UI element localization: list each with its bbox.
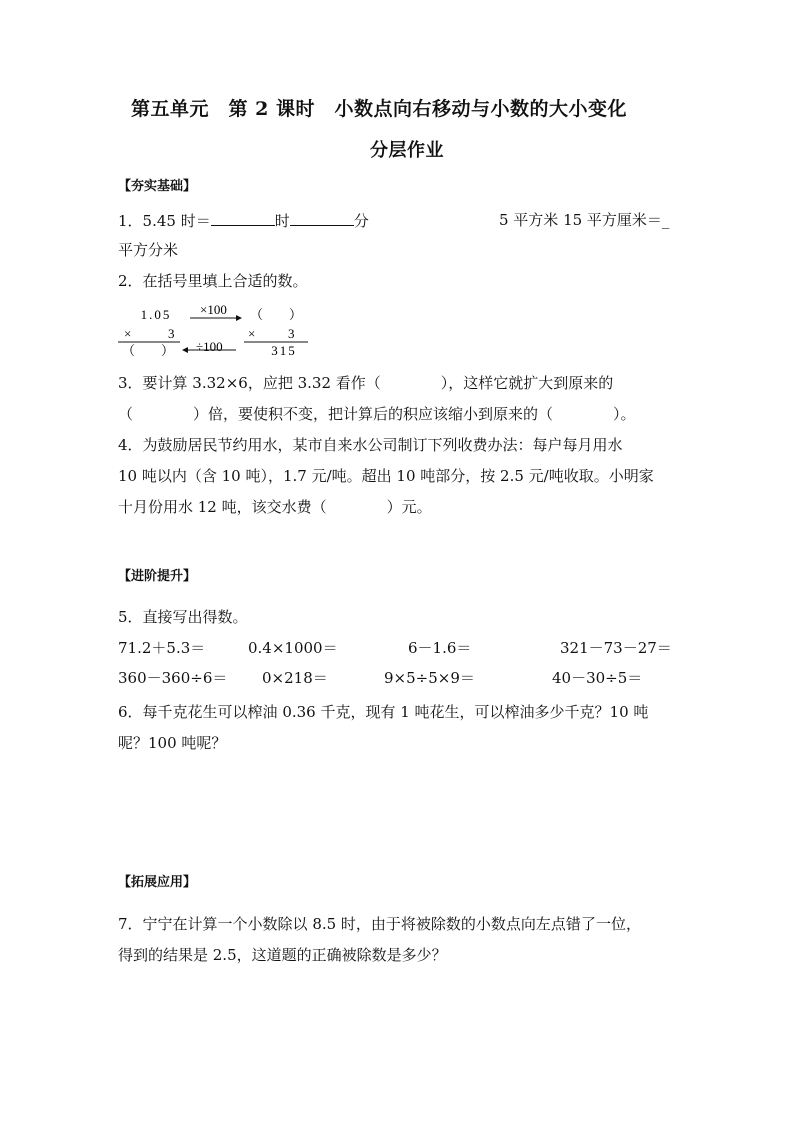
arrow-left-head [182,347,188,353]
question-1-part2: 5 平方米 15 平方厘米＝_ [499,211,670,229]
question-1-part2-unit: 平方分米 [118,241,179,259]
calc-item: 0×218＝ [262,669,328,687]
left-product-blank[interactable]: （ ） [122,343,175,358]
question-4-line-1: 4．为鼓励居民节约用水，某市自来水公司制订下列收费办法：每户每月用水 [118,436,623,454]
question-4-line-3: 十月份用水 12 吨，该交水费（ ）元。 [118,498,432,516]
question-3-line-1: 3．要计算 3.32×6，应把 3.32 看作（ ），这样它就扩大到原来的 [118,374,614,392]
right-times-sign: × [248,326,256,341]
page-subtitle: 分层作业 [370,140,444,161]
section-heading-advanced: 【进阶提升】 [118,569,197,584]
right-multiplier: 3 [288,326,295,341]
right-product: 315 [271,343,297,358]
question-7-line-2: 得到的结果是 2.5，这道题的正确被除数是多少？ [118,946,447,964]
section-heading-extension: 【拓展应用】 [118,875,197,890]
question-5: 5．直接写出得数。 [118,608,248,626]
section-heading-basic: 【夯实基础】 [118,179,197,194]
calc-item: 71.2＋5.3＝ [118,639,206,657]
unit-minute: 分 [353,212,369,230]
calc-item: 0.4×1000＝ [248,639,338,657]
question-6-line-1: 6．每千克花生可以榨油 0.36 千克，现有 1 吨花生，可以榨油多少千克？10 吨 [118,703,649,721]
calc-item: 40－30÷5＝ [552,669,643,687]
left-multiplicand: 1.05 [140,307,172,322]
question-1 [118,210,369,231]
arrow-right-head [236,315,242,321]
page-title: 第五单元 第 2 课时 小数点向右移动与小数的大小变化 [131,98,627,120]
question-2: 2．在括号里填上合适的数。 [118,272,308,290]
answer-blank-minutes[interactable] [290,210,354,226]
calc-item: 6－1.6＝ [408,639,472,657]
calc-item: 9×5÷5×9＝ [384,669,475,687]
arrow-bottom-label: ÷100 [196,339,223,354]
question-1-number: 1． [118,212,143,230]
right-multiplicand-blank[interactable]: （ ） [250,307,303,322]
calc-item: 321－73－27＝ [560,639,672,657]
unit-hour: 时 [274,212,290,230]
question-7-line-1: 7．宁宁在计算一个小数除以 8.5 时，由于将被除数的小数点向左点错了一位， [118,915,641,933]
question-4-line-2: 10 吨以内（含 10 吨），1.7 元/吨。超出 10 吨部分，按 2.5 元/吨收取。小明家 [118,467,654,485]
left-multiplier: 3 [168,326,175,341]
question-6-line-2: 呢？100 吨呢？ [118,734,227,752]
answer-blank-hours[interactable] [211,210,275,226]
calc-item: 360－360÷6＝ [118,669,228,687]
question-3-line-2: （ ）倍，要使积不变，把计算后的积应该缩小到原来的（ ）。 [118,405,636,423]
question-1-prefix: 5.45 时＝ [142,212,211,230]
arrow-top-label: ×100 [200,303,227,317]
left-times-sign: × [124,326,132,341]
multiplication-diagram [118,303,338,365]
